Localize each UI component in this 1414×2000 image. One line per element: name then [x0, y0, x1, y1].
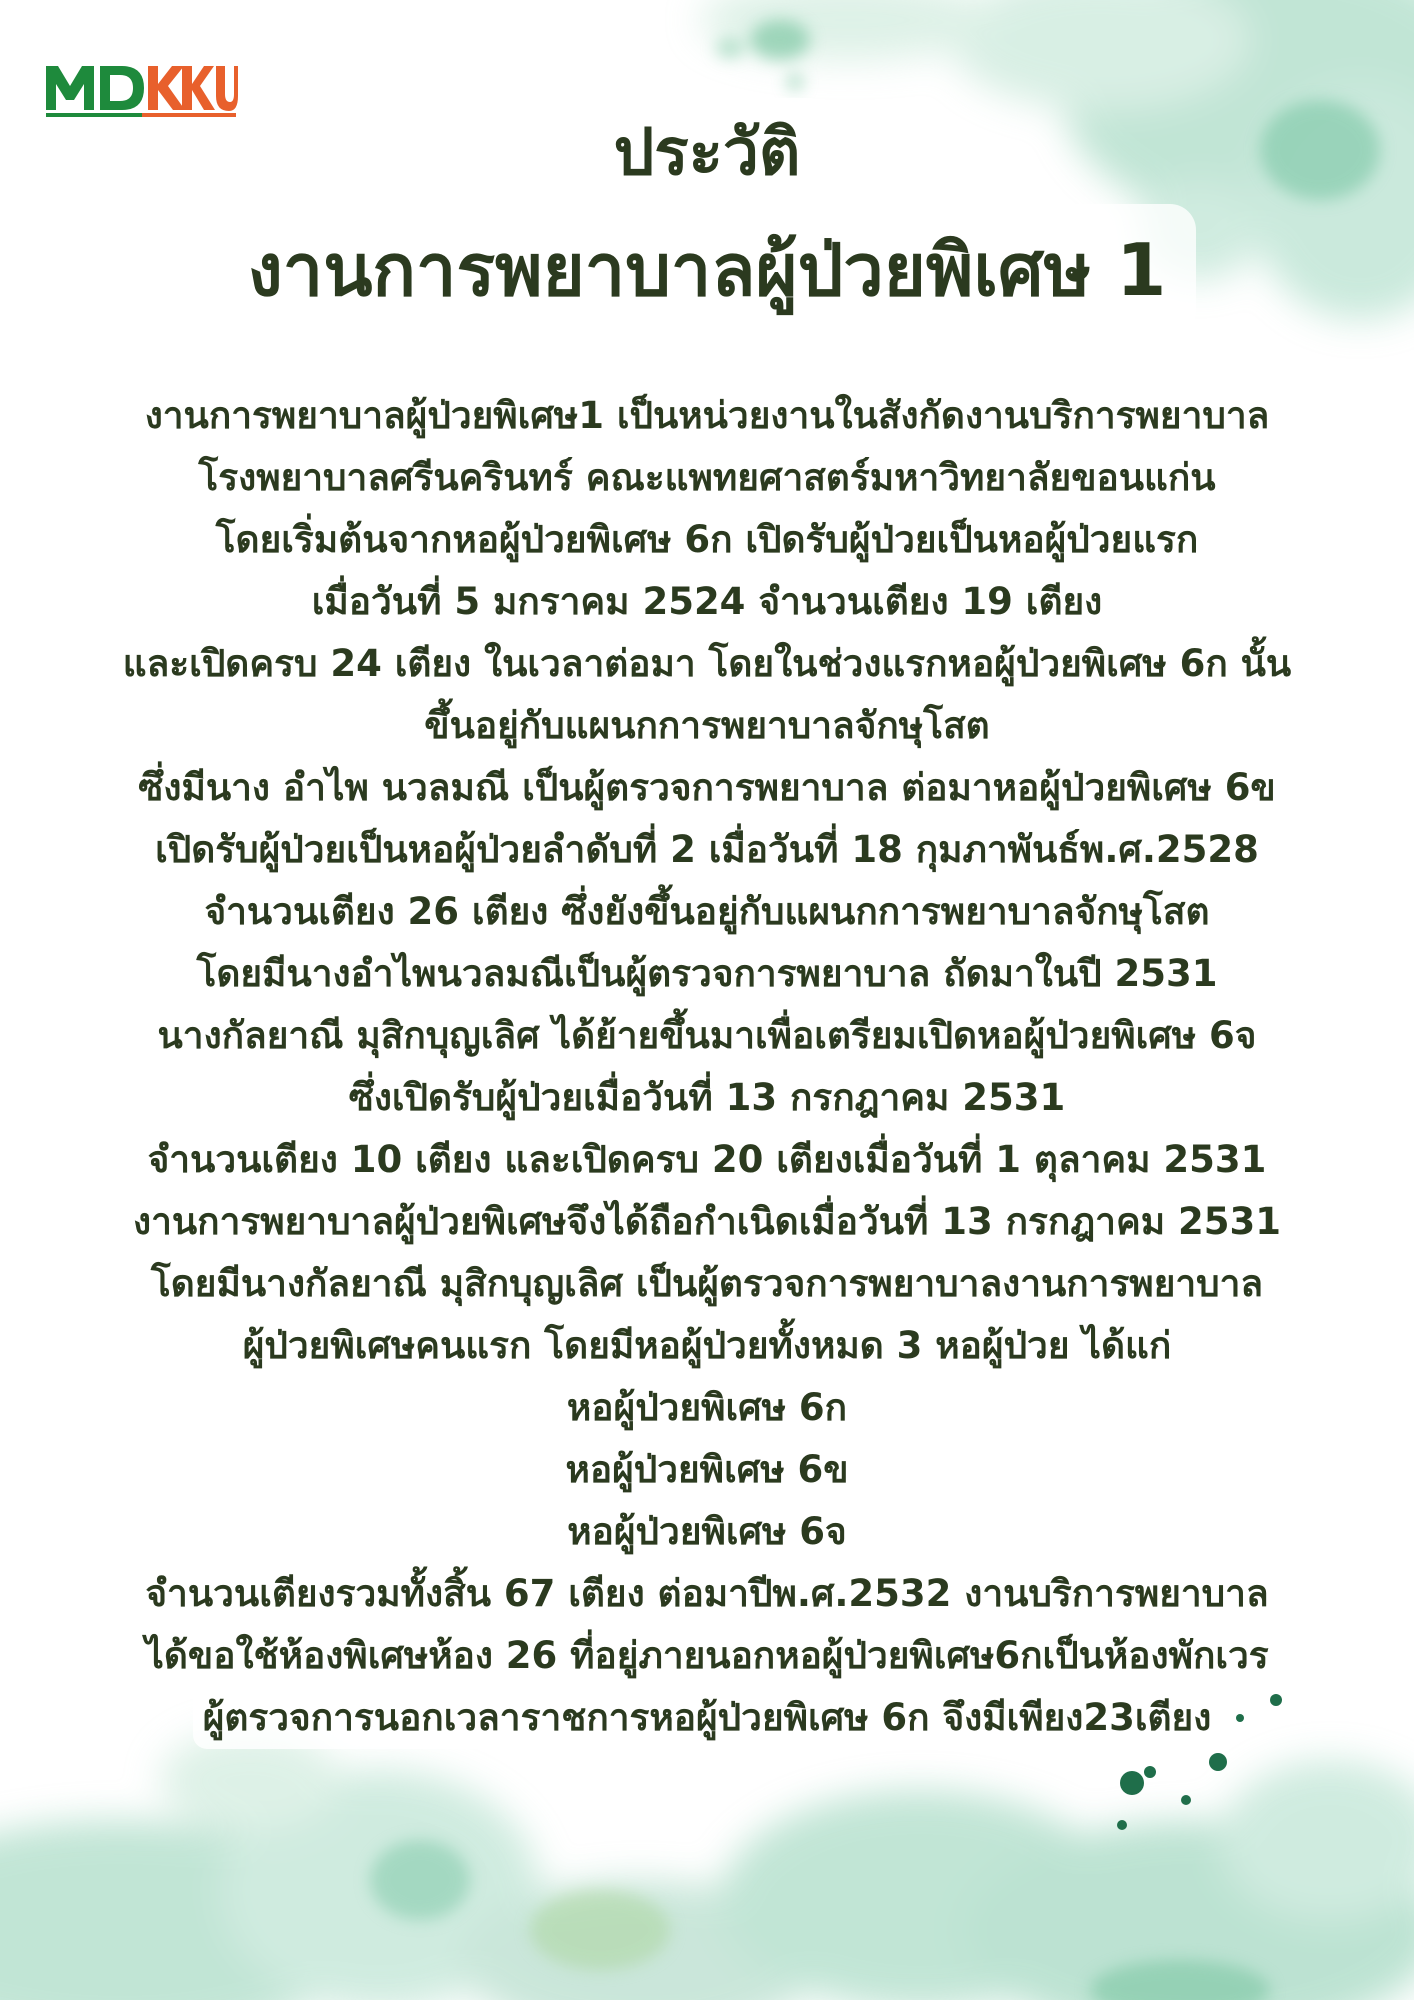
body-line: งานการพยาบาลผู้ป่วยพิเศษจึงได้ถือกำเนิดเมื่อวันที่ 13 กรกฎาคม 2531: [123, 1191, 1291, 1253]
page-title-line-1: ประวัติ: [578, 98, 837, 208]
body-line: จำนวนเตียง 10 เตียง และเปิดครบ 20 เตียงเมื่อวันที่ 1 ตุลาคม 2531: [138, 1129, 1277, 1191]
body-line: ผู้ตรวจการนอกเวลาราชการหอผู้ป่วยพิเศษ 6ก จึงมีเพียง23เตียง: [193, 1687, 1222, 1749]
body-line: โดยมีนางอำไพนวลมณีเป็นผู้ตรวจการพยาบาล ถัดมาในปี 2531: [186, 943, 1227, 1005]
history-body: [10, 385, 1404, 1749]
body-line: ผู้ป่วยพิเศษคนแรก โดยมีหอผู้ป่วยทั้งหมด 3 หอผู้ป่วย ได้แก่: [233, 1315, 1182, 1377]
body-line: โดยเริ่มต้นจากหอผู้ป่วยพิเศษ 6ก เปิดรับผู้ป่วยเป็นหอผู้ป่วยแรก: [206, 509, 1209, 571]
body-line: โดยมีนางกัลยาณี มุสิกบุญเลิศ เป็นผู้ตรวจการพยาบาลงานการพยาบาล: [141, 1253, 1273, 1315]
page-title-line-2: งานการพยาบาลผู้ป่วยพิเศษ 1: [218, 204, 1197, 336]
body-line: เปิดรับผู้ป่วยเป็นหอผู้ป่วยลำดับที่ 2 เมื่อวันที่ 18 กุมภาพันธ์พ.ศ.2528: [145, 819, 1269, 881]
ward-list-item: หอผู้ป่วยพิเศษ 6ก: [557, 1377, 857, 1439]
body-line: ซึ่งเปิดรับผู้ป่วยเมื่อวันที่ 13 กรกฎาคม 2531: [339, 1067, 1076, 1129]
ward-list-item: หอผู้ป่วยพิเศษ 6ข: [555, 1439, 858, 1501]
body-line: นางกัลยาณี มุสิกบุญเลิศ ได้ย้ายขึ้นมาเพื่อเตรียมเปิดหอผู้ป่วยพิเศษ 6จ: [148, 1005, 1267, 1067]
body-line: เมื่อวันที่ 5 มกราคม 2524 จำนวนเตียง 19 เตียง: [302, 571, 1112, 633]
body-line: จำนวนเตียงรวมทั้งสิ้น 67 เตียง ต่อมาปีพ.ศ.2532 งานบริการพยาบาล: [135, 1563, 1278, 1625]
body-line: ได้ขอใช้ห้องพิเศษห้อง 26 ที่อยู่ภายนอกหอผู้ป่วยพิเศษ6กเป็นห้องพักเวร: [135, 1625, 1278, 1687]
body-line: งานการพยาบาลผู้ป่วยพิเศษ1 เป็นหน่วยงานในสังกัดงานบริการพยาบาล: [135, 385, 1280, 447]
body-line: ซึ่งมีนาง อำไพ นวลมณี เป็นผู้ตรวจการพยาบาล ต่อมาหอผู้ป่วยพิเศษ 6ข: [128, 757, 1285, 819]
body-line: โรงพยาบาลศรีนครินทร์ คณะแพทยศาสตร์มหาวิทยาลัยขอนแก่น: [188, 447, 1225, 509]
body-line: และเปิดครบ 24 เตียง ในเวลาต่อมา โดยในช่วงแรกหอผู้ป่วยพิเศษ 6ก นั้น: [113, 633, 1301, 695]
body-line: ขึ้นอยู่กับแผนกการพยาบาลจักษุโสต: [414, 695, 999, 757]
title-block: [0, 98, 1414, 336]
ward-list-item: หอผู้ป่วยพิเศษ 6จ: [557, 1501, 856, 1563]
body-line: จำนวนเตียง 26 เตียง ซึ่งยังขึ้นอยู่กับแผนกการพยาบาลจักษุโสต: [194, 881, 1219, 943]
